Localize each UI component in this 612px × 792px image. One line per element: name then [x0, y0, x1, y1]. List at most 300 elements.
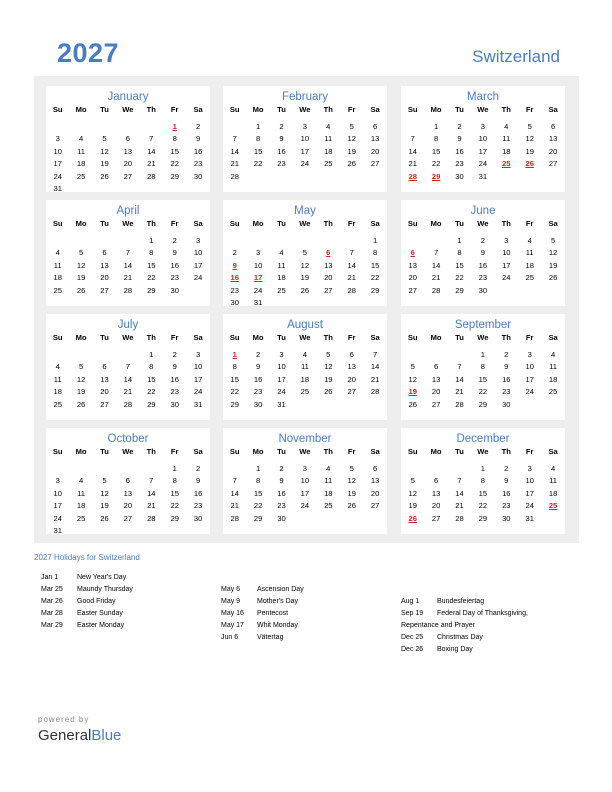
holiday-date: Dec 25 [401, 634, 424, 641]
day-cell: 31 [478, 171, 488, 181]
month-december [401, 428, 565, 534]
day-cell: 15 [170, 488, 179, 498]
day-cell: 27 [431, 399, 441, 409]
holiday-date: Mar 25 [41, 586, 63, 593]
month-name: July [117, 319, 139, 331]
day-cell: 11 [300, 362, 309, 372]
day-cell: 27 [370, 501, 380, 511]
day-cell: 25 [53, 399, 62, 409]
day-cell: 18 [502, 146, 511, 156]
holiday-name: Good Friday [77, 598, 116, 605]
day-cell: 21 [347, 273, 356, 283]
day-cell: 6 [102, 362, 107, 372]
day-cell: 22 [147, 387, 156, 397]
weekday-header: Th [501, 105, 511, 114]
day-cell: 11 [277, 260, 286, 270]
day-cell: 9 [195, 134, 201, 144]
weekday-header: We [122, 105, 134, 114]
weekday-header: Th [146, 333, 156, 342]
holiday-entry [221, 598, 421, 610]
day-cell: 8 [232, 362, 237, 372]
weekday-header: Tu [277, 333, 286, 342]
day-cell: 17 [53, 501, 62, 511]
holiday-entry [401, 634, 601, 646]
day-cell: 22 [230, 387, 239, 397]
day-cell: 9 [255, 362, 261, 372]
month-october [46, 428, 210, 534]
day-cell: 30 [170, 399, 179, 409]
weekday-header: Fr [525, 219, 534, 228]
day-cell: 2 [195, 122, 201, 131]
day-cell: 7 [457, 476, 462, 486]
day-cell: 10 [478, 134, 488, 144]
weekday-header: Su [407, 333, 418, 342]
day-cell: 24 [502, 273, 511, 283]
day-cell: 12 [408, 488, 417, 498]
day-cell: 28 [230, 513, 239, 523]
day-cell: 8 [433, 134, 439, 144]
day-cell: 29 [147, 285, 156, 295]
day-cell: 19 [347, 146, 356, 156]
powered-by-label: powered by [38, 715, 90, 724]
day-cell: 12 [100, 146, 109, 156]
weekday-header: Su [229, 105, 240, 114]
day-cell: 3 [302, 122, 307, 131]
day-cell: 3 [527, 464, 532, 473]
day-cell: 26 [324, 387, 333, 397]
day-cell: 26 [347, 501, 356, 511]
day-cell: 13 [370, 134, 380, 144]
day-cell: 7 [232, 134, 237, 144]
day-cell: 18 [548, 374, 558, 384]
day-cell: 7 [125, 248, 130, 258]
day-cell: 15 [478, 374, 488, 384]
month-name: February [281, 91, 329, 103]
day-cell: 8 [457, 248, 462, 258]
day-cell: 5 [410, 362, 415, 372]
day-cell: 23 [193, 501, 203, 511]
day-cell: 23 [455, 159, 464, 169]
day-cell: 20 [431, 387, 441, 397]
weekday-header: We [477, 447, 489, 456]
day-cell: 27 [123, 171, 133, 181]
day-cell: 17 [525, 488, 534, 498]
day-cell: 10 [53, 488, 62, 498]
weekday-header: Th [323, 219, 333, 228]
weekday-header: Sa [193, 447, 203, 456]
day-cell: 9 [172, 362, 177, 372]
day-cell: 30 [170, 285, 179, 295]
day-cell: 31 [253, 298, 263, 307]
day-cell: 6 [433, 362, 439, 372]
generalblue-logo [38, 727, 121, 744]
day-cell: 7 [349, 248, 354, 258]
month-july [46, 314, 210, 420]
day-cell: 9 [279, 134, 284, 144]
weekday-header: Tu [100, 333, 109, 342]
day-cell: 23 [193, 159, 203, 169]
day-cell: 20 [370, 488, 380, 498]
day-cell: 15 [431, 146, 441, 156]
day-cell: 14 [347, 260, 356, 270]
weekday-header: Sa [193, 333, 203, 342]
day-cell: 26 [100, 513, 109, 523]
day-cell: 30 [193, 171, 203, 181]
day-cell: 2 [232, 248, 237, 258]
day-cell: 2 [172, 350, 177, 359]
month-march [401, 86, 565, 192]
day-cell: 5 [78, 362, 84, 372]
holiday-name: Boxing Day [437, 646, 473, 653]
day-cell: 8 [172, 476, 177, 486]
day-cell: 19 [100, 501, 109, 511]
holiday-day-cell: 17 [253, 273, 263, 283]
day-cell: 18 [300, 374, 310, 384]
day-cell: 1 [480, 464, 485, 473]
day-cell: 8 [480, 476, 485, 486]
day-cell: 8 [255, 134, 261, 144]
day-cell: 10 [53, 146, 62, 156]
day-cell: 20 [408, 273, 417, 283]
day-cell: 12 [525, 134, 534, 144]
day-cell: 13 [431, 374, 441, 384]
weekday-header: Sa [548, 333, 558, 342]
weekday-header: Tu [455, 219, 464, 228]
weekday-header: Th [146, 447, 156, 456]
holiday-entry [41, 622, 241, 634]
day-cell: 27 [100, 399, 109, 409]
day-cell: 21 [455, 387, 464, 397]
weekday-header: Mo [430, 447, 442, 456]
day-cell: 28 [370, 387, 380, 397]
month-name: August [287, 319, 323, 331]
day-cell: 26 [300, 285, 310, 295]
day-cell: 14 [147, 146, 156, 156]
day-cell: 30 [455, 171, 464, 181]
day-cell: 4 [55, 248, 60, 258]
holiday-date: Mar 26 [41, 598, 63, 605]
holiday-name: Mother's Day [257, 598, 299, 605]
day-cell: 28 [123, 285, 133, 295]
holiday-entry [41, 574, 241, 586]
weekday-header: Su [407, 105, 418, 114]
weekday-header: Sa [370, 333, 380, 342]
holiday-date: Sep 19 [401, 610, 424, 617]
day-cell: 6 [550, 122, 556, 131]
day-cell: 25 [53, 285, 62, 295]
day-cell: 22 [478, 501, 488, 511]
day-cell: 15 [147, 374, 156, 384]
month-may [223, 200, 387, 306]
month-august [223, 314, 387, 420]
day-cell: 4 [550, 350, 556, 359]
day-cell: 12 [347, 476, 356, 486]
day-cell: 29 [230, 399, 239, 409]
day-cell: 1 [255, 122, 261, 131]
day-cell: 6 [125, 134, 130, 144]
day-cell: 4 [527, 236, 532, 245]
weekday-header: Th [501, 447, 511, 456]
day-cell: 19 [76, 273, 86, 283]
holiday-name: Pentecost [257, 610, 289, 617]
day-cell: 3 [255, 248, 261, 258]
day-cell: 16 [170, 260, 179, 270]
weekday-header: Fr [347, 447, 356, 456]
day-cell: 7 [433, 248, 439, 258]
day-cell: 13 [548, 134, 558, 144]
holiday-entry [401, 610, 601, 622]
weekday-header: We [122, 219, 134, 228]
day-cell: 1 [149, 236, 154, 245]
day-cell: 3 [302, 464, 307, 473]
day-cell: 5 [102, 476, 107, 486]
day-cell: 19 [525, 146, 534, 156]
weekday-header: Sa [548, 105, 558, 114]
day-cell: 9 [504, 476, 509, 486]
day-cell: 16 [193, 488, 203, 498]
weekday-header: Th [501, 333, 511, 342]
weekday-header: We [122, 333, 134, 342]
day-cell: 14 [431, 260, 441, 270]
day-cell: 30 [253, 399, 263, 409]
day-cell: 24 [53, 171, 62, 181]
day-cell: 16 [277, 146, 286, 156]
holiday-date: May 6 [221, 586, 241, 593]
day-cell: 17 [478, 146, 488, 156]
day-cell: 6 [433, 476, 439, 486]
weekday-header: Su [52, 105, 63, 114]
day-cell: 23 [502, 501, 511, 511]
day-cell: 9 [480, 248, 485, 258]
weekday-header: Mo [252, 333, 264, 342]
holiday-date: Jan 1 [41, 574, 59, 581]
month-name: June [470, 205, 496, 217]
weekday-header: Sa [370, 219, 380, 228]
day-cell: 5 [326, 350, 331, 359]
day-cell: 2 [480, 236, 485, 245]
day-cell: 31 [53, 526, 62, 535]
day-cell: 24 [525, 501, 534, 511]
day-cell: 24 [253, 285, 263, 295]
weekday-header: Th [146, 105, 156, 114]
day-cell: 23 [277, 159, 286, 169]
day-cell: 2 [504, 350, 509, 359]
day-cell: 22 [170, 501, 179, 511]
weekday-header: Tu [277, 105, 286, 114]
day-cell: 24 [300, 501, 310, 511]
day-cell: 18 [76, 501, 86, 511]
day-cell: 11 [549, 476, 558, 486]
day-cell: 16 [170, 374, 179, 384]
day-cell: 25 [300, 387, 310, 397]
day-cell: 30 [502, 513, 511, 523]
weekday-header: Sa [193, 105, 203, 114]
day-cell: 4 [326, 464, 331, 473]
day-cell: 26 [408, 399, 417, 409]
day-cell: 25 [525, 273, 534, 283]
day-cell: 8 [372, 248, 378, 258]
day-cell: 1 [433, 122, 439, 131]
holiday-entry [41, 598, 241, 610]
holiday-date: May 17 [221, 622, 244, 629]
day-cell: 21 [455, 501, 464, 511]
day-cell: 11 [525, 248, 534, 258]
month-name: May [294, 205, 316, 217]
day-cell: 7 [232, 476, 237, 486]
holiday-entry [401, 646, 601, 658]
day-cell: 23 [277, 501, 286, 511]
weekday-header: Su [407, 447, 418, 456]
day-cell: 6 [372, 464, 378, 473]
day-cell: 9 [195, 476, 201, 486]
month-name: October [107, 433, 149, 445]
day-cell: 27 [324, 285, 333, 295]
day-cell: 3 [504, 236, 509, 245]
day-cell: 29 [478, 513, 488, 523]
day-cell: 20 [100, 273, 109, 283]
day-cell: 21 [408, 159, 417, 169]
holiday-day-cell: 1 [172, 122, 177, 131]
day-cell: 25 [76, 513, 86, 523]
day-cell: 10 [502, 248, 511, 258]
day-cell: 14 [147, 488, 156, 498]
day-cell: 13 [408, 260, 417, 270]
day-cell: 14 [230, 488, 239, 498]
day-cell: 2 [255, 350, 261, 359]
day-cell: 4 [55, 362, 60, 372]
day-cell: 3 [55, 476, 60, 486]
day-cell: 16 [253, 374, 263, 384]
weekday-header: Tu [100, 447, 109, 456]
holiday-day-cell: 9 [232, 260, 237, 270]
day-cell: 5 [349, 122, 354, 131]
holiday-name: Federal Day of Thanksgiving, [437, 610, 528, 617]
day-cell: 20 [100, 387, 109, 397]
day-cell: 5 [78, 248, 84, 258]
weekday-header: Fr [170, 105, 179, 114]
day-cell: 8 [172, 134, 177, 144]
day-cell: 15 [253, 488, 263, 498]
holiday-name: Bundesfeiertag [437, 598, 485, 605]
day-cell: 14 [123, 374, 133, 384]
day-cell: 10 [525, 476, 534, 486]
day-cell: 24 [478, 159, 488, 169]
weekday-header: Mo [430, 105, 442, 114]
day-cell: 19 [76, 387, 86, 397]
day-cell: 16 [478, 260, 488, 270]
day-cell: 3 [195, 350, 201, 359]
weekday-header: Tu [277, 447, 286, 456]
holiday-date: May 9 [221, 598, 241, 605]
day-cell: 14 [455, 488, 464, 498]
day-cell: 9 [504, 362, 509, 372]
day-cell: 20 [347, 374, 356, 384]
day-cell: 12 [324, 362, 333, 372]
day-cell: 13 [123, 488, 133, 498]
day-cell: 30 [502, 399, 511, 409]
day-cell: 7 [125, 362, 130, 372]
day-cell: 12 [76, 374, 86, 384]
weekday-header: We [299, 447, 311, 456]
holiday-name: Maundy Thursday [77, 586, 133, 593]
weekday-header: Fr [170, 447, 179, 456]
day-cell: 7 [149, 134, 154, 144]
day-cell: 21 [230, 159, 239, 169]
day-cell: 15 [478, 488, 488, 498]
weekday-header: Mo [252, 105, 264, 114]
day-cell: 29 [370, 285, 380, 295]
day-cell: 25 [76, 171, 86, 181]
day-cell: 1 [172, 464, 177, 473]
holiday-entry [221, 586, 421, 598]
day-cell: 17 [193, 260, 203, 270]
day-cell: 6 [349, 350, 354, 359]
day-cell: 13 [100, 260, 109, 270]
day-cell: 15 [230, 374, 239, 384]
day-cell: 15 [455, 260, 464, 270]
day-cell: 24 [193, 273, 203, 283]
day-cell: 8 [480, 362, 485, 372]
day-cell: 25 [548, 387, 558, 397]
day-cell: 15 [147, 260, 156, 270]
months-grid [34, 76, 579, 543]
day-cell: 18 [277, 273, 286, 283]
day-cell: 19 [324, 374, 333, 384]
day-cell: 30 [230, 298, 239, 307]
day-cell: 23 [478, 273, 488, 283]
day-cell: 11 [77, 146, 86, 156]
day-cell: 11 [324, 476, 333, 486]
weekday-header: Fr [347, 219, 356, 228]
day-cell: 18 [548, 488, 558, 498]
day-cell: 15 [370, 260, 380, 270]
day-cell: 21 [123, 273, 133, 283]
day-cell: 26 [100, 171, 109, 181]
weekday-header: We [299, 333, 311, 342]
weekday-header: Mo [75, 333, 87, 342]
weekday-header: Fr [347, 333, 356, 342]
day-cell: 13 [123, 146, 133, 156]
day-cell: 27 [548, 159, 558, 169]
day-cell: 23 [253, 387, 263, 397]
weekday-header: Sa [193, 219, 203, 228]
day-cell: 31 [193, 399, 203, 409]
day-cell: 18 [53, 273, 62, 283]
day-cell: 28 [455, 399, 464, 409]
year-title: 2027 [57, 38, 120, 68]
day-cell: 20 [548, 146, 558, 156]
holiday-day-cell: 19 [408, 387, 417, 397]
day-cell: 25 [324, 501, 333, 511]
day-cell: 2 [195, 464, 201, 473]
holiday-name: New Year's Day [77, 574, 127, 581]
day-cell: 24 [53, 513, 62, 523]
day-cell: 21 [147, 501, 156, 511]
day-cell: 6 [102, 248, 107, 258]
day-cell: 31 [53, 184, 62, 193]
day-cell: 19 [300, 273, 310, 283]
day-cell: 29 [170, 513, 179, 523]
day-cell: 7 [372, 350, 378, 359]
day-cell: 2 [504, 464, 509, 473]
day-cell: 22 [170, 159, 179, 169]
holiday-day-cell: 26 [408, 513, 417, 523]
day-cell: 5 [302, 248, 307, 258]
day-cell: 12 [548, 248, 558, 258]
day-cell: 4 [326, 122, 331, 131]
weekday-header: Su [52, 333, 63, 342]
day-cell: 12 [408, 374, 417, 384]
